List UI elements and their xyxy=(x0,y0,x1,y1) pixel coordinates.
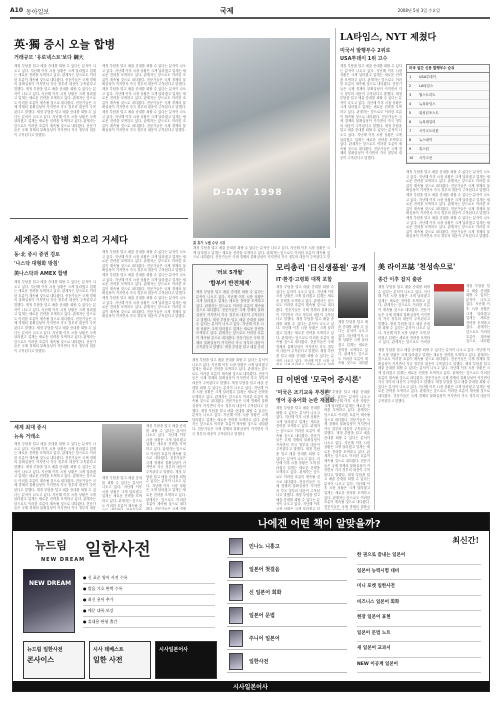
ad-feature-item: ● 신 표준 영어 사전 수록 xyxy=(83,573,215,584)
table-row xyxy=(407,73,489,82)
table-paper-name: 월스트리트 xyxy=(419,93,436,97)
portrait-photo xyxy=(102,424,142,472)
ad-card-title: 시사 데베스트 xyxy=(93,647,124,653)
ad-card-row xyxy=(23,641,219,681)
table-rank: 4 xyxy=(409,102,412,106)
ad-right-item: 일본어 능력시험 대비 xyxy=(357,565,481,581)
ad-feature-item: ● 발음 기호 완벽 수록 xyxy=(83,584,215,595)
ad-card xyxy=(89,641,151,679)
morishita-body-2 xyxy=(338,320,368,365)
japan-headline: 日 이번엔 '모국어 증시론' xyxy=(276,375,362,384)
bottom-left-sub-1: 세계 최대 증시 xyxy=(14,425,47,431)
section-rule-2 xyxy=(10,421,188,422)
table-row xyxy=(407,145,489,154)
japan-sub-1: '미국은 조기교육 부정론' xyxy=(276,390,331,396)
world-sub-3: 美나스닥과 AMEX 합병 xyxy=(14,271,68,277)
ad-feature-item: ● 최신 용어 추가 xyxy=(83,595,215,606)
table-paper-name: 뉴스데이 xyxy=(419,138,433,142)
ad-book-thumbnail xyxy=(229,630,243,647)
table-rows xyxy=(407,73,489,163)
books-body-1 xyxy=(378,285,430,345)
ad-right-item: NEW 이공계 일본어 xyxy=(357,658,481,674)
morishita-subhead: IT·환경·고령화 대책 포함 xyxy=(276,277,333,283)
ad-title-big: 일한사전 xyxy=(85,540,151,560)
section-title: 국제 xyxy=(220,7,234,15)
la-times-headline: LA타임스, NYT 제쳤다 xyxy=(340,33,437,43)
ad-card-title: 시사일본어사 xyxy=(159,647,188,653)
table-rank: 5 xyxy=(409,111,412,115)
ad-middle-item xyxy=(227,535,347,558)
la-times-body xyxy=(340,64,402,244)
japan-body-1 xyxy=(276,406,320,510)
page-id: A10 xyxy=(10,7,23,14)
table-rank: 1 xyxy=(409,75,412,79)
books-headline: 美 라이프誌 '천성속으로' xyxy=(378,262,456,271)
ad-book-thumbnail xyxy=(229,607,243,624)
ad-right-item: 새 일본어 교과서 xyxy=(357,642,481,658)
world-body-2 xyxy=(102,250,186,420)
masthead xyxy=(10,6,490,16)
ad-card-title: 뉴드림 일한사전 xyxy=(27,647,63,653)
ad-card-sub: 콘사이스 xyxy=(27,656,55,664)
bottom-left-body-1 xyxy=(14,442,96,510)
la-times-subhead: 미국서 발행부수 2위로 xyxy=(340,48,391,54)
ad-right-panel xyxy=(353,535,485,685)
table-title: 미국 일간 신문 발행부수 순위 xyxy=(407,65,489,73)
table-row xyxy=(407,118,489,127)
ad-middle-panel xyxy=(227,535,347,685)
table-row xyxy=(407,154,489,163)
ad-right-item: 비즈니스 일본어 회화 xyxy=(357,596,481,612)
ad-feature-item: ● 휴대용 판형 출간 xyxy=(83,617,215,628)
table-row xyxy=(407,82,489,91)
table-paper-name: 휴스턴 xyxy=(419,147,429,151)
ad-middle-item xyxy=(227,650,347,673)
table-paper-name: LA타임스 xyxy=(419,84,434,88)
header-rule xyxy=(10,17,490,19)
ad-right-list xyxy=(357,549,481,673)
lead-body-2 xyxy=(102,64,186,216)
ad-book-image xyxy=(23,569,75,633)
ad-footer-publisher: 시사일본어사 xyxy=(233,684,268,691)
ad-card xyxy=(155,641,217,679)
ad-middle-item-label: 일본어 첫걸음 xyxy=(249,567,280,573)
middle-box-title: '러브 5개월' xyxy=(216,270,244,276)
ad-book-label: NEW DREAM xyxy=(29,580,72,587)
middle-body-lower xyxy=(192,358,268,510)
ad-middle-item-label: 주니어 일본어 xyxy=(249,636,280,642)
table-row xyxy=(407,109,489,118)
lead-body-1 xyxy=(14,64,96,216)
ad-banner xyxy=(13,513,489,531)
world-headline: 세계증시 합병 회오리 거세다 xyxy=(14,236,128,246)
table-row xyxy=(407,91,489,100)
protest-banner: D-DAY 1998 xyxy=(213,188,283,198)
table-paper-name: 뉴욕데일리 xyxy=(419,120,436,124)
table-rank: 8 xyxy=(409,138,412,142)
issue-date: 2008년 5월 3일 수요일 xyxy=(397,8,440,13)
column-divider-2 xyxy=(374,252,375,510)
japan-sub-2: 영어 공용어화 논란 재점화 xyxy=(276,398,335,404)
ad-right-item: 일본어 문법 노트 xyxy=(357,627,481,643)
ad-frame xyxy=(12,512,490,692)
ad-right-item: 한 권으로 끝내는 일본어 xyxy=(357,549,481,565)
table-row xyxy=(407,136,489,145)
protest-photo xyxy=(193,38,330,238)
ad-book-thumbnail xyxy=(229,538,243,555)
world-sub-2: '나스닥 대형화 방침' xyxy=(14,261,60,267)
table-paper-name: 워싱턴포스트 xyxy=(419,111,439,115)
ad-title-small: 뉴드림 xyxy=(35,539,67,552)
ad-middle-item-label: 민나노 니홍고 xyxy=(249,544,280,550)
table-rank: 10 xyxy=(409,156,414,160)
photo-caption-body xyxy=(193,246,330,260)
table-rank: 3 xyxy=(409,93,412,97)
ad-left-panel xyxy=(19,535,219,685)
ad-right-header: 최신간! xyxy=(452,535,479,545)
bottom-left-sub-2: 뉴욕 거래소 xyxy=(14,434,40,440)
table-rank: 6 xyxy=(409,120,412,124)
ad-feature-item: ● 예문 대폭 보강 xyxy=(83,606,215,617)
lead-subhead: 거래규모 '유로넥스트'보다 綱大 xyxy=(14,55,84,61)
ad-middle-item xyxy=(227,558,347,581)
circulation-table xyxy=(406,64,490,164)
table-row xyxy=(407,100,489,109)
paper-name: 동아일보 xyxy=(26,9,50,16)
morishita-headline: 모리총리 '日신생품원' 공개 xyxy=(276,263,366,272)
ad-middle-item xyxy=(227,604,347,627)
ad-book-thumbnail xyxy=(229,653,243,670)
bottom-left-body-2 xyxy=(146,424,186,510)
table-paper-name: USA투데이 xyxy=(419,75,436,79)
lead-headline: 英·獨 증시 오늘 합병 xyxy=(14,38,116,51)
books-body-2 xyxy=(466,284,490,344)
books-body-3 xyxy=(378,348,490,510)
ad-right-item: 현장 일본어 표현 xyxy=(357,611,481,627)
middle-box-body xyxy=(196,290,264,350)
morishita-photo xyxy=(338,282,368,318)
middle-box xyxy=(192,264,268,354)
ad-middle-item xyxy=(227,627,347,650)
table-paper-name: 뉴욕타임스 xyxy=(419,102,436,106)
magazine-cover xyxy=(434,284,464,326)
ad-right-item: 미니 포켓 일한사전 xyxy=(357,580,481,596)
table-rank: 9 xyxy=(409,147,412,151)
middle-box-subtitle: '합부키 반전체제' xyxy=(208,281,252,287)
ad-middle-item-label: 신 일본어 회화 xyxy=(249,590,282,596)
ad-subtitle: NEW DREAM xyxy=(41,557,86,563)
section-rule-1 xyxy=(10,218,188,219)
section-rule-3 xyxy=(272,368,372,369)
ad-card xyxy=(23,641,85,679)
table-rank: 2 xyxy=(409,84,412,88)
la-times-body-2 xyxy=(406,170,490,244)
photo-caption: 美 휴가 노벨 수상 시위 xyxy=(193,241,226,245)
table-row xyxy=(407,127,489,136)
table-paper-name: 시카고선 xyxy=(419,156,433,160)
morishita-body-1 xyxy=(276,285,334,365)
ad-middle-item xyxy=(227,581,347,604)
ad-middle-item-label: 일본어 문법 xyxy=(249,613,275,619)
ad-book-thumbnail xyxy=(229,561,243,578)
ad-middle-item-label: 일한사전 xyxy=(249,659,269,665)
table-paper-name: 시카고트리뷴 xyxy=(419,129,439,133)
world-sub-1: 동·北 증시 증권 검토 xyxy=(14,252,60,258)
ad-banner-text: 나에겐 어떤 책이 알맞을까? xyxy=(258,519,381,530)
table-rank: 7 xyxy=(409,129,412,133)
bottom-left-body-3 xyxy=(102,476,142,510)
japan-body-2 xyxy=(324,390,370,510)
ad-card-sub: 일한 사전 xyxy=(93,656,123,664)
column-divider-1 xyxy=(335,28,336,248)
books-subhead: 종간 이후 잡지 출판 xyxy=(378,277,422,283)
ad-book-thumbnail xyxy=(229,584,243,601)
ad-feature-list xyxy=(83,573,215,628)
world-body-1 xyxy=(14,280,96,420)
ad-footer xyxy=(13,681,489,691)
la-times-sub2: USA투데이 1위 고수 xyxy=(340,56,388,62)
